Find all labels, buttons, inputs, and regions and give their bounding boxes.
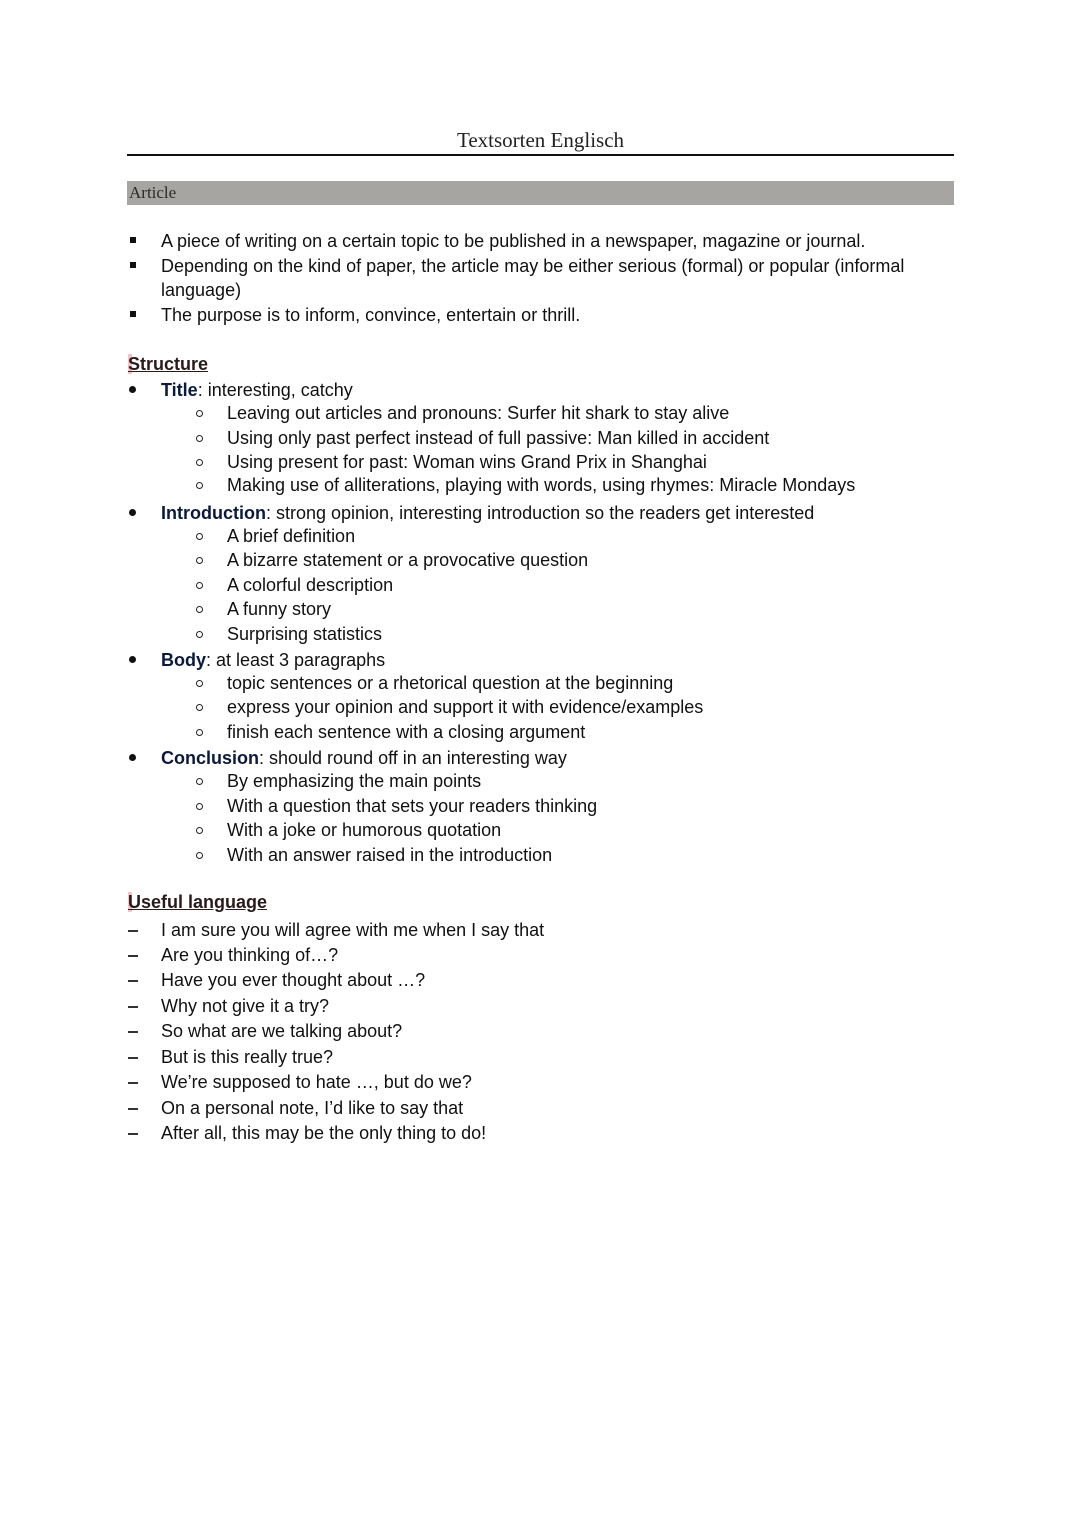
bullet-icon — [129, 754, 136, 761]
dash-bullet-icon — [128, 1082, 138, 1084]
intro-point: Depending on the kind of paper, the article may be either serious (formal) or popular (informal — [161, 256, 905, 276]
intro-point: The purpose is to inform, convince, entertain or thrill. — [161, 305, 581, 325]
body-item: topic sentences or a rhetorical question at the beginning — [227, 673, 674, 693]
title-item: Leaving out articles and pronouns: Surfer hit shark to stay alive — [227, 403, 730, 423]
conclusion-item: With a joke or humorous quotation — [227, 820, 502, 840]
page-title: Textsorten Englisch — [456, 128, 625, 152]
circle-bullet-icon — [196, 459, 203, 466]
conclusion-item: With a question that sets your readers thinking — [227, 796, 598, 816]
structure-introduction-desc: : strong opinion, interesting introduction so the readers get interested — [265, 503, 815, 523]
useful-language-heading — [128, 891, 267, 913]
dash-bullet-icon — [128, 1108, 138, 1110]
body-item: express your opinion and support it with evidence/examples — [227, 697, 704, 717]
dash-bullet-icon — [128, 1057, 138, 1059]
structure-introduction — [161, 502, 814, 524]
bullet-icon — [129, 656, 136, 663]
introduction-item: Surprising statistics — [227, 624, 383, 644]
circle-bullet-icon — [196, 827, 203, 834]
structure-heading — [128, 353, 208, 375]
intro-point: A piece of writing on a certain topic to be published in a newspaper, magazine or journal. — [161, 231, 866, 251]
dash-bullet-icon — [128, 930, 138, 932]
structure-heading-text: Structure — [128, 354, 209, 374]
useful-language-item: Have you ever thought about …? — [161, 970, 426, 990]
dash-bullet-icon — [128, 1133, 138, 1135]
introduction-item: A brief definition — [227, 526, 356, 546]
intro-point-continuation: language) — [161, 280, 242, 300]
circle-bullet-icon — [196, 606, 203, 613]
useful-language-item: But is this really true? — [161, 1047, 334, 1067]
dash-bullet-icon — [128, 1031, 138, 1033]
title-rule — [127, 154, 954, 156]
structure-conclusion-label: Conclusion — [161, 748, 259, 768]
introduction-item: A colorful description — [227, 575, 394, 595]
useful-language-item: We’re supposed to hate …, but do we? — [161, 1072, 472, 1092]
section-header-article — [127, 181, 954, 205]
structure-title-desc: : interesting, catchy — [197, 380, 353, 400]
square-bullet-icon — [130, 237, 136, 243]
circle-bullet-icon — [196, 729, 203, 736]
circle-bullet-icon — [196, 557, 203, 564]
useful-language-item: After all, this may be the only thing to do! — [161, 1123, 487, 1143]
circle-bullet-icon — [196, 852, 203, 859]
circle-bullet-icon — [196, 482, 203, 489]
structure-body — [161, 649, 385, 671]
structure-body-desc: : at least 3 paragraphs — [206, 650, 386, 670]
introduction-item: A bizarre statement or a provocative question — [227, 550, 589, 570]
circle-bullet-icon — [196, 533, 203, 540]
conclusion-item: By emphasizing the main points — [227, 771, 482, 791]
introduction-item: A funny story — [227, 599, 332, 619]
circle-bullet-icon — [196, 704, 203, 711]
dash-bullet-icon — [128, 980, 138, 982]
circle-bullet-icon — [196, 778, 203, 785]
structure-title-label: Title — [161, 380, 198, 400]
useful-language-heading-text: Useful language — [128, 892, 268, 912]
title-item: Using present for past: Woman wins Grand Prix in Shanghai — [227, 452, 707, 472]
dash-bullet-icon — [128, 955, 138, 957]
circle-bullet-icon — [196, 582, 203, 589]
circle-bullet-icon — [196, 631, 203, 638]
bullet-icon — [129, 386, 136, 393]
bullet-icon — [129, 509, 136, 516]
useful-language-item: Are you thinking of…? — [161, 945, 339, 965]
title-item: Making use of alliterations, playing with words, using rhymes: Miracle Mondays — [227, 475, 856, 495]
title-item: Using only past perfect instead of full passive: Man killed in accident — [227, 428, 770, 448]
structure-introduction-label: Introduction — [161, 503, 266, 523]
circle-bullet-icon — [196, 803, 203, 810]
circle-bullet-icon — [196, 435, 203, 442]
structure-title — [161, 379, 353, 401]
useful-language-item: So what are we talking about? — [161, 1021, 403, 1041]
useful-language-item: I am sure you will agree with me when I say that — [161, 920, 545, 940]
circle-bullet-icon — [196, 410, 203, 417]
structure-body-label: Body — [161, 650, 206, 670]
structure-conclusion — [161, 747, 567, 769]
body-item: finish each sentence with a closing argument — [227, 722, 586, 742]
conclusion-item: With an answer raised in the introduction — [227, 845, 553, 865]
square-bullet-icon — [130, 311, 136, 317]
square-bullet-icon — [130, 262, 136, 268]
section-header-label: Article — [129, 183, 177, 202]
structure-conclusion-desc: : should round off in an interesting way — [259, 748, 567, 768]
circle-bullet-icon — [196, 680, 203, 687]
useful-language-item: On a personal note, I’d like to say that — [161, 1098, 464, 1118]
dash-bullet-icon — [128, 1006, 138, 1008]
useful-language-item: Why not give it a try? — [161, 996, 330, 1016]
